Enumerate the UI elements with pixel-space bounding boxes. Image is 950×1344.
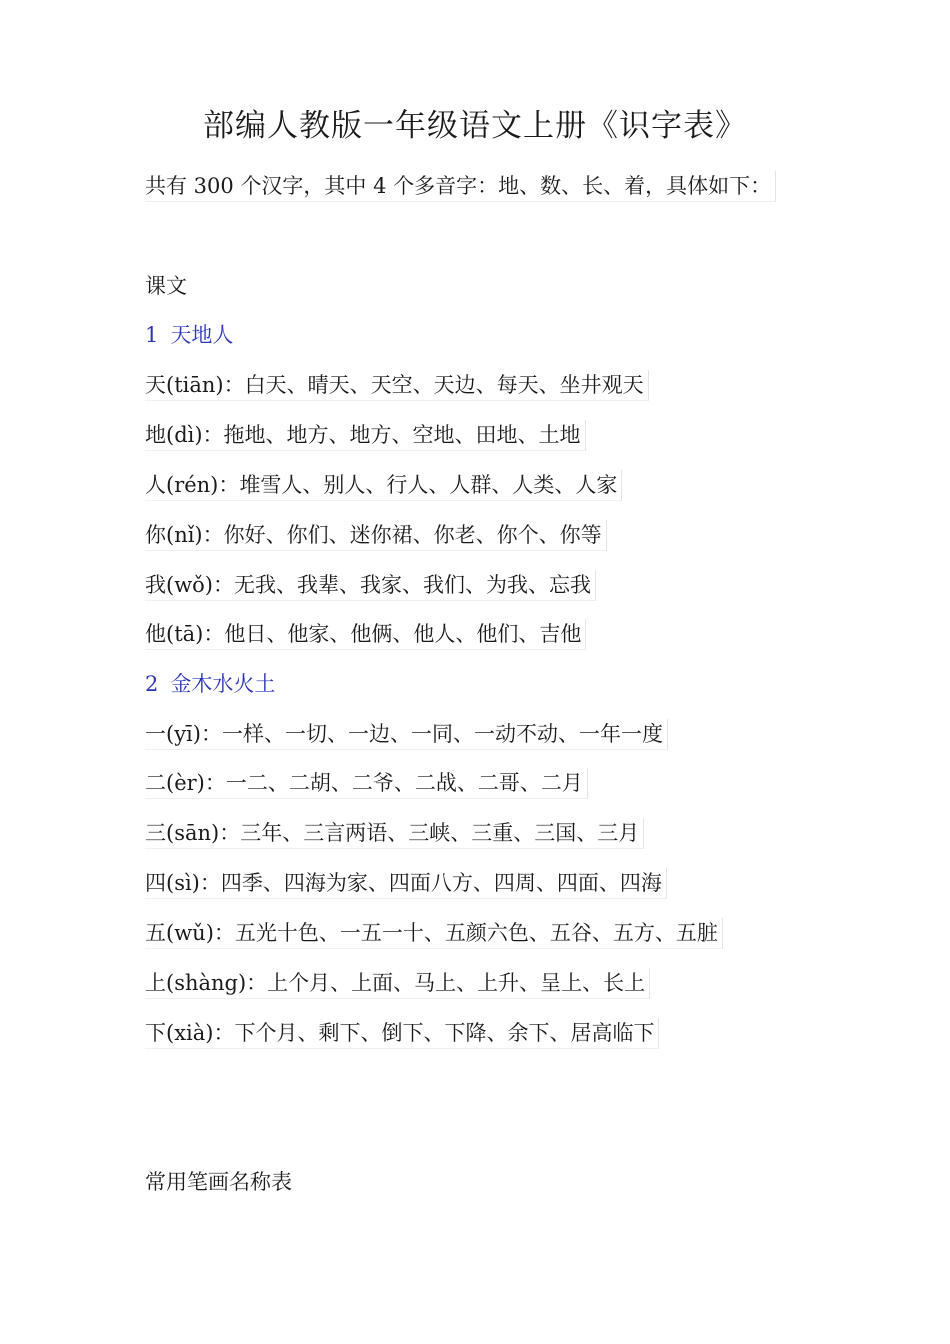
vocab-entry: 你(nǐ)：你好、你们、迷你裙、你老、你个、你等: [145, 520, 607, 551]
vocab-entry: 天(tiān)：白天、晴天、天空、天边、每天、坐井观天: [145, 370, 649, 401]
vocab-entry: 四(sì)：四季、四海为家、四面八方、四周、四面、四海: [145, 868, 667, 899]
vocab-entry: 上(shàng)：上个月、上面、马上、上升、呈上、长上: [145, 968, 650, 999]
vocab-entry: 三(sān)：三年、三言两语、三峡、三重、三国、三月: [145, 818, 644, 849]
vocab-entry: 我(wǒ)：无我、我辈、我家、我们、为我、忘我: [145, 570, 596, 601]
lesson-name: 金木水火土: [170, 672, 276, 696]
vocab-entry: 他(tā)：他日、他家、他俩、他人、他们、吉他: [145, 619, 586, 650]
intro-text: 共有 300 个汉字，其中 4 个多音字：地、数、长、着，具体如下：: [145, 171, 776, 202]
footer-heading: 常用笔画名称表: [145, 1170, 292, 1194]
vocab-entry: 五(wǔ)：五光十色、一五一十、五颜六色、五谷、五方、五脏: [145, 918, 723, 949]
lesson-heading: [145, 669, 279, 699]
vocab-entry: 地(dì)：拖地、地方、地方、空地、田地、土地: [145, 420, 586, 451]
lesson-number: 2: [145, 672, 159, 696]
vocab-entry: 人(rén)：堆雪人、别人、行人、人群、人类、人家: [145, 470, 622, 501]
page-title: 部编人教版一年级语文上册《识字表》: [203, 108, 747, 144]
vocab-entry: 二(èr)：一二、二胡、二爷、二战、二哥、二月: [145, 768, 588, 799]
vocab-entry: 一(yī)：一样、一切、一边、一同、一动不动、一年一度: [145, 719, 668, 750]
lesson-heading: [145, 320, 237, 350]
lesson-name: 天地人: [170, 323, 234, 347]
section-label: 课文: [145, 274, 187, 298]
vocab-entry: 下(xià)：下个月、剩下、倒下、下降、余下、居高临下: [145, 1018, 659, 1049]
lesson-number: 1: [145, 323, 159, 347]
